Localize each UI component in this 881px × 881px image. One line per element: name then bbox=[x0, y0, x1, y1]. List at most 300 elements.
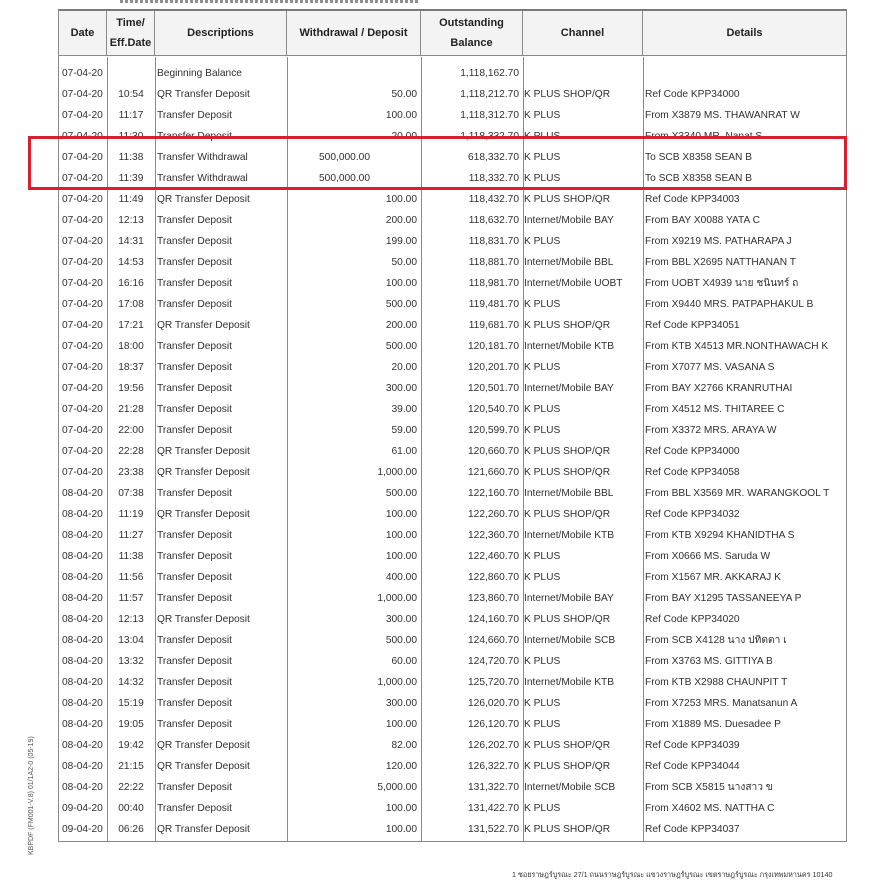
table-row bbox=[59, 189, 846, 210]
header-time: Time/ Eff.Date bbox=[107, 11, 155, 55]
cell-amount: 100.00 bbox=[385, 278, 417, 289]
table-row bbox=[59, 273, 846, 294]
cell-balance: 123,860.70 bbox=[468, 593, 519, 604]
cell-channel: Internet/Mobile BBL bbox=[524, 257, 614, 268]
cell-details: From X9219 MS. PATHARAPA J bbox=[645, 236, 792, 247]
cell-channel: Internet/Mobile UOBT bbox=[524, 278, 623, 289]
cell-desc: QR Transfer Deposit bbox=[157, 194, 250, 205]
cell-balance: 120,540.70 bbox=[468, 404, 519, 415]
cell-amount: 500.00 bbox=[385, 635, 417, 646]
cell-details: From BAY X1295 TASSANEEYA P bbox=[645, 593, 802, 604]
cell-details: Ref Code KPP34032 bbox=[645, 509, 740, 520]
cell-desc: Transfer Deposit bbox=[157, 236, 232, 247]
cell-details: Ref Code KPP34044 bbox=[645, 761, 740, 772]
cell-balance: 118,981.70 bbox=[468, 278, 519, 289]
cell-amount: 300.00 bbox=[385, 698, 417, 709]
table-row bbox=[59, 105, 846, 126]
table-row bbox=[59, 231, 846, 252]
cell-details: From BAY X0088 YATA C bbox=[645, 215, 760, 226]
cell-details: From UOBT X4939 นาย ชนินทร์ ถ bbox=[645, 278, 799, 289]
cell-time: 14:53 bbox=[118, 257, 144, 268]
table-row bbox=[59, 84, 846, 105]
cell-desc: Transfer Withdrawal bbox=[157, 152, 248, 163]
cell-date: 08-04-20 bbox=[62, 698, 103, 709]
cell-balance: 1,118,312.70 bbox=[460, 110, 519, 121]
cell-desc: Transfer Deposit bbox=[157, 425, 232, 436]
cell-date: 08-04-20 bbox=[62, 761, 103, 772]
cell-channel: K PLUS bbox=[524, 173, 561, 184]
cell-balance: 120,501.70 bbox=[468, 383, 519, 394]
cell-channel: K PLUS bbox=[524, 131, 561, 142]
cell-desc: Transfer Deposit bbox=[157, 530, 232, 541]
header-details: Details bbox=[726, 27, 763, 39]
header-amount: Withdrawal / Deposit bbox=[287, 11, 421, 55]
cell-channel: K PLUS SHOP/QR bbox=[524, 89, 611, 100]
cell-balance: 124,660.70 bbox=[468, 635, 519, 646]
cell-desc: Transfer Deposit bbox=[157, 257, 232, 268]
cell-time: 11:38 bbox=[118, 551, 144, 562]
cell-details: From KTB X9294 KHANIDTHA S bbox=[645, 530, 795, 541]
cell-balance: 126,020.70 bbox=[468, 698, 519, 709]
cell-channel: Internet/Mobile KTB bbox=[524, 341, 615, 352]
cell-channel: K PLUS bbox=[524, 110, 561, 121]
cell-date: 09-04-20 bbox=[62, 803, 103, 814]
form-code: KBPDF (FM001-V.8) 01/1A2-0 (05-19) bbox=[28, 736, 35, 855]
cell-time: 11:19 bbox=[118, 509, 144, 520]
cell-channel: Internet/Mobile BBL bbox=[524, 488, 614, 499]
cell-time: 00:40 bbox=[118, 803, 144, 814]
cell-desc: QR Transfer Deposit bbox=[157, 89, 250, 100]
cell-amount: 100.00 bbox=[385, 530, 417, 541]
cell-desc: Transfer Deposit bbox=[157, 803, 232, 814]
cell-time: 11:56 bbox=[118, 572, 144, 583]
cell-desc: Transfer Deposit bbox=[157, 719, 232, 730]
cell-channel: K PLUS SHOP/QR bbox=[524, 320, 611, 331]
cell-time: 11:27 bbox=[118, 530, 144, 541]
cell-amount: 100.00 bbox=[385, 719, 417, 730]
cell-details: Ref Code KPP34051 bbox=[645, 320, 740, 331]
cell-amount: 200.00 bbox=[385, 320, 417, 331]
cell-amount: 400.00 bbox=[385, 572, 417, 583]
cell-balance: 124,720.70 bbox=[468, 656, 519, 667]
table-row bbox=[59, 630, 846, 651]
cell-amount: 100.00 bbox=[385, 110, 417, 121]
cell-time: 16:16 bbox=[118, 278, 144, 289]
cell-details: From X3340 MR. Nanat S bbox=[645, 131, 763, 142]
cell-balance: 131,522.70 bbox=[468, 824, 519, 835]
cell-amount: 100.00 bbox=[385, 551, 417, 562]
cell-details: From X1567 MR. AKKARAJ K bbox=[645, 572, 781, 583]
cell-amount: 100.00 bbox=[385, 194, 417, 205]
table-row bbox=[59, 609, 846, 630]
cell-amount: 60.00 bbox=[391, 656, 417, 667]
cell-time: 21:28 bbox=[118, 404, 144, 415]
footer-address: 1 ซอยราษฎร์บูรณะ 27/1 ถนนราษฎร์บูรณะ แขวงราษฎร์บูรณะ เขตราษฎร์บูรณะ กรุงเทพมหานคร 10140 bbox=[512, 870, 833, 879]
cell-amount: 120.00 bbox=[385, 761, 417, 772]
cell-date: 07-04-20 bbox=[62, 278, 103, 289]
cell-desc: Transfer Deposit bbox=[157, 110, 232, 121]
cell-channel bbox=[523, 63, 643, 84]
cell-channel: K PLUS SHOP/QR bbox=[524, 740, 611, 751]
cell-details: To SCB X8358 SEAN B bbox=[645, 173, 753, 184]
cell-channel: K PLUS bbox=[524, 656, 561, 667]
cell-desc: Transfer Deposit bbox=[157, 404, 232, 415]
cell-details: From X0666 MS. Saruda W bbox=[645, 551, 771, 562]
cell-desc: Transfer Deposit bbox=[157, 383, 232, 394]
cell-desc: QR Transfer Deposit bbox=[157, 446, 250, 457]
table-row bbox=[59, 210, 846, 231]
cell-channel: K PLUS SHOP/QR bbox=[524, 446, 611, 457]
cell-balance: 131,422.70 bbox=[468, 803, 519, 814]
table-row bbox=[59, 546, 846, 567]
cell-balance: 122,160.70 bbox=[468, 488, 519, 499]
cell-desc: Transfer Deposit bbox=[157, 677, 232, 688]
statement-table bbox=[58, 9, 847, 842]
cell-details: From KTB X2988 CHAUNPIT T bbox=[645, 677, 788, 688]
cell-date: 07-04-20 bbox=[62, 383, 103, 394]
cell-time: 15:19 bbox=[118, 698, 144, 709]
cell-balance: 124,160.70 bbox=[468, 614, 519, 625]
cell-desc: Transfer Deposit bbox=[157, 362, 232, 373]
cell-time: 17:08 bbox=[118, 299, 144, 310]
cell-channel: K PLUS bbox=[524, 425, 561, 436]
cell-desc: Transfer Deposit bbox=[157, 593, 232, 604]
cell-date: 07-04-20 bbox=[62, 446, 103, 457]
cell-date: 08-04-20 bbox=[62, 530, 103, 541]
cell-channel: K PLUS SHOP/QR bbox=[524, 824, 611, 835]
cell-balance: 120,599.70 bbox=[468, 425, 519, 436]
cell-details: From X3763 MS. GITTIYA B bbox=[645, 656, 773, 667]
cell-desc: Transfer Deposit bbox=[157, 635, 232, 646]
cell-time: 14:32 bbox=[118, 677, 144, 688]
cell-details bbox=[643, 63, 846, 84]
table-row bbox=[59, 798, 846, 819]
cell-balance: 126,322.70 bbox=[468, 761, 519, 772]
cell-balance: 122,460.70 bbox=[468, 551, 519, 562]
cell-time: 19:42 bbox=[118, 740, 144, 751]
cell-date: 07-04-20 bbox=[62, 68, 103, 79]
header-desc: Descriptions bbox=[155, 11, 287, 55]
cell-date: 08-04-20 bbox=[62, 488, 103, 499]
cell-time: 21:15 bbox=[118, 761, 144, 772]
cell-date: 07-04-20 bbox=[62, 257, 103, 268]
cell-details: From X4602 MS. NATTHA C bbox=[645, 803, 775, 814]
cell-desc: Transfer Deposit bbox=[157, 782, 232, 793]
cell-channel: K PLUS bbox=[524, 404, 561, 415]
cell-date: 07-04-20 bbox=[62, 320, 103, 331]
table-row bbox=[59, 756, 846, 777]
cell-date: 08-04-20 bbox=[62, 740, 103, 751]
cell-channel: Internet/Mobile BAY bbox=[524, 593, 614, 604]
table-header bbox=[59, 11, 846, 56]
table-row bbox=[59, 525, 846, 546]
cell-time: 13:04 bbox=[118, 635, 144, 646]
table-row bbox=[59, 294, 846, 315]
table-row bbox=[59, 483, 846, 504]
cell-channel: Internet/Mobile SCB bbox=[524, 782, 616, 793]
cell-details: From X9440 MRS. PATPAPHAKUL B bbox=[645, 299, 814, 310]
cell-date: 08-04-20 bbox=[62, 551, 103, 562]
cell-time: 23:38 bbox=[118, 467, 144, 478]
table-row bbox=[59, 357, 846, 378]
cell-amount: 1,000.00 bbox=[377, 677, 417, 688]
cell-details: From BBL X2695 NATTHANAN T bbox=[645, 257, 796, 268]
cell-channel: K PLUS bbox=[524, 572, 561, 583]
cell-amount: 500.00 bbox=[385, 488, 417, 499]
cell-balance: 126,202.70 bbox=[468, 740, 519, 751]
cell-balance: 125,720.70 bbox=[468, 677, 519, 688]
cell-channel: K PLUS bbox=[524, 362, 561, 373]
table-row bbox=[59, 735, 846, 756]
cell-desc: Transfer Deposit bbox=[157, 341, 232, 352]
cell-channel: K PLUS bbox=[524, 299, 561, 310]
cell-date: 08-04-20 bbox=[62, 656, 103, 667]
cell-amount: 300.00 bbox=[385, 614, 417, 625]
cell-amount: 100.00 bbox=[385, 509, 417, 520]
cell-date: 07-04-20 bbox=[62, 299, 103, 310]
cell-desc: QR Transfer Deposit bbox=[157, 509, 250, 520]
cell-balance: 1,118,212.70 bbox=[460, 89, 519, 100]
cell-desc: QR Transfer Deposit bbox=[157, 614, 250, 625]
cell-amount: 50.00 bbox=[391, 89, 417, 100]
cell-balance: 118,632.70 bbox=[468, 215, 519, 226]
cell-channel: K PLUS SHOP/QR bbox=[524, 761, 611, 772]
cell-desc: Transfer Deposit bbox=[157, 698, 232, 709]
cell-time bbox=[107, 63, 155, 84]
cell-date: 07-04-20 bbox=[62, 467, 103, 478]
cell-desc: Transfer Deposit bbox=[157, 488, 232, 499]
cell-date: 07-04-20 bbox=[62, 425, 103, 436]
cell-time: 18:00 bbox=[118, 341, 144, 352]
cell-balance: 118,332.70 bbox=[468, 173, 519, 184]
table-row bbox=[59, 462, 846, 483]
cell-balance: 618,332.70 bbox=[468, 152, 519, 163]
cell-amount: 500,000.00 bbox=[319, 152, 370, 163]
table-row bbox=[59, 378, 846, 399]
top-scan-line bbox=[120, 0, 420, 3]
cell-balance: 118,432.70 bbox=[468, 194, 519, 205]
cell-amount: 500.00 bbox=[385, 341, 417, 352]
cell-date: 08-04-20 bbox=[62, 614, 103, 625]
cell-balance: 122,860.70 bbox=[468, 572, 519, 583]
cell-balance: 131,322.70 bbox=[468, 782, 519, 793]
cell-date: 07-04-20 bbox=[62, 362, 103, 373]
cell-amount: 500.00 bbox=[385, 299, 417, 310]
cell-details: Ref Code KPP34000 bbox=[645, 89, 740, 100]
cell-details: From X3879 MS. THAWANRAT W bbox=[645, 110, 800, 121]
cell-desc: QR Transfer Deposit bbox=[157, 467, 250, 478]
header-channel: Channel bbox=[523, 11, 643, 55]
cell-details: From X3372 MRS. ARAYA W bbox=[645, 425, 777, 436]
cell-date: 07-04-20 bbox=[62, 110, 103, 121]
cell-balance: 122,360.70 bbox=[468, 530, 519, 541]
header-date: Date bbox=[59, 11, 107, 55]
cell-channel: K PLUS SHOP/QR bbox=[524, 467, 611, 478]
cell-amount: 100.00 bbox=[385, 803, 417, 814]
cell-balance: 1,118,162.70 bbox=[460, 68, 519, 79]
cell-date: 07-04-20 bbox=[62, 194, 103, 205]
cell-time: 17:21 bbox=[118, 320, 144, 331]
table-row bbox=[59, 693, 846, 714]
cell-time: 19:05 bbox=[118, 719, 144, 730]
table-row bbox=[59, 567, 846, 588]
cell-date: 08-04-20 bbox=[62, 719, 103, 730]
cell-details: From BAY X2766 KRANRUTHAI bbox=[645, 383, 793, 394]
cell-desc: QR Transfer Deposit bbox=[157, 740, 250, 751]
cell-balance: 118,831.70 bbox=[468, 236, 519, 247]
cell-details: Ref Code KPP34020 bbox=[645, 614, 740, 625]
cell-date: 07-04-20 bbox=[62, 236, 103, 247]
table-row bbox=[59, 399, 846, 420]
highlight-box-withdrawals bbox=[28, 136, 847, 190]
cell-time: 12:13 bbox=[118, 215, 144, 226]
cell-channel: K PLUS SHOP/QR bbox=[524, 194, 611, 205]
table-row bbox=[59, 819, 846, 840]
table-row bbox=[59, 63, 846, 84]
cell-date: 07-04-20 bbox=[62, 404, 103, 415]
cell-desc: Transfer Deposit bbox=[157, 656, 232, 667]
cell-date: 07-04-20 bbox=[62, 131, 103, 142]
cell-balance: 122,260.70 bbox=[468, 509, 519, 520]
cell-amount: 1,000.00 bbox=[377, 593, 417, 604]
table-row bbox=[59, 651, 846, 672]
cell-amount bbox=[287, 63, 421, 84]
cell-channel: Internet/Mobile SCB bbox=[524, 635, 616, 646]
table-row bbox=[59, 504, 846, 525]
header-balance: Outstanding Balance bbox=[421, 11, 523, 55]
cell-channel: K PLUS bbox=[524, 152, 561, 163]
cell-balance: 126,120.70 bbox=[468, 719, 519, 730]
cell-date: 07-04-20 bbox=[62, 215, 103, 226]
cell-balance: 118,881.70 bbox=[468, 257, 519, 268]
cell-amount: 200.00 bbox=[385, 215, 417, 226]
cell-date: 08-04-20 bbox=[62, 782, 103, 793]
cell-amount: 20.00 bbox=[391, 362, 417, 373]
cell-desc: Transfer Deposit bbox=[157, 551, 232, 562]
table-row bbox=[59, 315, 846, 336]
cell-date: 07-04-20 bbox=[62, 341, 103, 352]
cell-details: From BBL X3569 MR. WARANGKOOL T bbox=[645, 488, 830, 499]
table-row bbox=[59, 714, 846, 735]
cell-amount: 500,000.00 bbox=[319, 173, 370, 184]
cell-desc: QR Transfer Deposit bbox=[157, 320, 250, 331]
cell-balance: 121,660.70 bbox=[468, 467, 519, 478]
cell-channel: K PLUS bbox=[524, 803, 561, 814]
cell-time: 10:54 bbox=[118, 89, 144, 100]
cell-amount: 61.00 bbox=[391, 446, 417, 457]
cell-details: To SCB X8358 SEAN B bbox=[645, 152, 753, 163]
cell-channel: K PLUS bbox=[524, 236, 561, 247]
cell-balance: 1,118,332.70 bbox=[460, 131, 519, 142]
cell-desc: Transfer Deposit bbox=[157, 572, 232, 583]
cell-time: 14:31 bbox=[118, 236, 144, 247]
cell-desc: QR Transfer Deposit bbox=[157, 761, 250, 772]
cell-details: Ref Code KPP34000 bbox=[645, 446, 740, 457]
cell-details: From X7253 MRS. Manatsanun A bbox=[645, 698, 798, 709]
cell-amount: 39.00 bbox=[391, 404, 417, 415]
cell-time: 12:13 bbox=[118, 614, 144, 625]
cell-details: Ref Code KPP34037 bbox=[645, 824, 740, 835]
cell-channel: K PLUS bbox=[524, 719, 561, 730]
cell-amount: 82.00 bbox=[391, 740, 417, 751]
cell-time: 11:49 bbox=[118, 194, 144, 205]
cell-details: Ref Code KPP34058 bbox=[645, 467, 740, 478]
cell-amount: 100.00 bbox=[385, 824, 417, 835]
cell-channel: Internet/Mobile KTB bbox=[524, 677, 615, 688]
cell-channel: K PLUS SHOP/QR bbox=[524, 614, 611, 625]
cell-desc: Transfer Deposit bbox=[157, 278, 232, 289]
cell-channel: Internet/Mobile KTB bbox=[524, 530, 615, 541]
cell-amount: 59.00 bbox=[391, 425, 417, 436]
cell-desc: Transfer Deposit bbox=[157, 299, 232, 310]
cell-balance: 119,481.70 bbox=[468, 299, 519, 310]
cell-time: 13:32 bbox=[118, 656, 144, 667]
cell-time: 22:00 bbox=[118, 425, 144, 436]
cell-desc: Transfer Withdrawal bbox=[157, 173, 248, 184]
cell-date: 08-04-20 bbox=[62, 572, 103, 583]
cell-details: From SCB X4128 นาง ปทิตตา เ bbox=[645, 635, 787, 646]
cell-desc: Transfer Deposit bbox=[157, 215, 232, 226]
table-row bbox=[59, 252, 846, 273]
cell-balance: 120,660.70 bbox=[468, 446, 519, 457]
cell-details: Ref Code KPP34039 bbox=[645, 740, 740, 751]
cell-time: 11:39 bbox=[118, 173, 144, 184]
table-row bbox=[59, 441, 846, 462]
cell-channel: K PLUS bbox=[524, 698, 561, 709]
table-row bbox=[59, 420, 846, 441]
cell-time: 18:37 bbox=[118, 362, 144, 373]
table-row bbox=[59, 588, 846, 609]
cell-time: 11:57 bbox=[118, 593, 144, 604]
cell-date: 08-04-20 bbox=[62, 509, 103, 520]
table-row bbox=[59, 336, 846, 357]
cell-channel: K PLUS bbox=[524, 551, 561, 562]
cell-date: 08-04-20 bbox=[62, 593, 103, 604]
cell-details: From X7077 MS. VASANA S bbox=[645, 362, 775, 373]
cell-details: From KTB X4513 MR.NONTHAWACH K bbox=[645, 341, 829, 352]
cell-date: 07-04-20 bbox=[62, 152, 103, 163]
cell-time: 11:38 bbox=[118, 152, 144, 163]
cell-balance: 120,201.70 bbox=[468, 362, 519, 373]
cell-date: 08-04-20 bbox=[62, 677, 103, 688]
cell-desc: QR Transfer Deposit bbox=[157, 824, 250, 835]
table-row bbox=[59, 777, 846, 798]
cell-date: 07-04-20 bbox=[62, 89, 103, 100]
cell-time: 22:28 bbox=[118, 446, 144, 457]
cell-time: 11:17 bbox=[118, 110, 144, 121]
cell-channel: Internet/Mobile BAY bbox=[524, 383, 614, 394]
cell-time: 19:56 bbox=[118, 383, 144, 394]
table-row bbox=[59, 672, 846, 693]
cell-balance: 119,681.70 bbox=[468, 320, 519, 331]
cell-details: From SCB X5815 นางสาว ข bbox=[645, 782, 773, 793]
cell-channel: Internet/Mobile BAY bbox=[524, 215, 614, 226]
cell-balance: 120,181.70 bbox=[468, 341, 519, 352]
cell-desc: Transfer Deposit bbox=[157, 131, 232, 142]
cell-desc: Beginning Balance bbox=[157, 68, 242, 79]
cell-amount: 1,000.00 bbox=[377, 467, 417, 478]
cell-time: 22:22 bbox=[118, 782, 144, 793]
cell-amount: 20.00 bbox=[391, 131, 417, 142]
cell-amount: 5,000.00 bbox=[377, 782, 417, 793]
cell-details: From X1889 MS. Duesadee P bbox=[645, 719, 781, 730]
cell-channel: K PLUS SHOP/QR bbox=[524, 509, 611, 520]
cell-date: 07-04-20 bbox=[62, 173, 103, 184]
cell-amount: 300.00 bbox=[385, 383, 417, 394]
cell-details: Ref Code KPP34003 bbox=[645, 194, 740, 205]
cell-details: From X4512 MS. THITAREE C bbox=[645, 404, 785, 415]
cell-date: 08-04-20 bbox=[62, 635, 103, 646]
